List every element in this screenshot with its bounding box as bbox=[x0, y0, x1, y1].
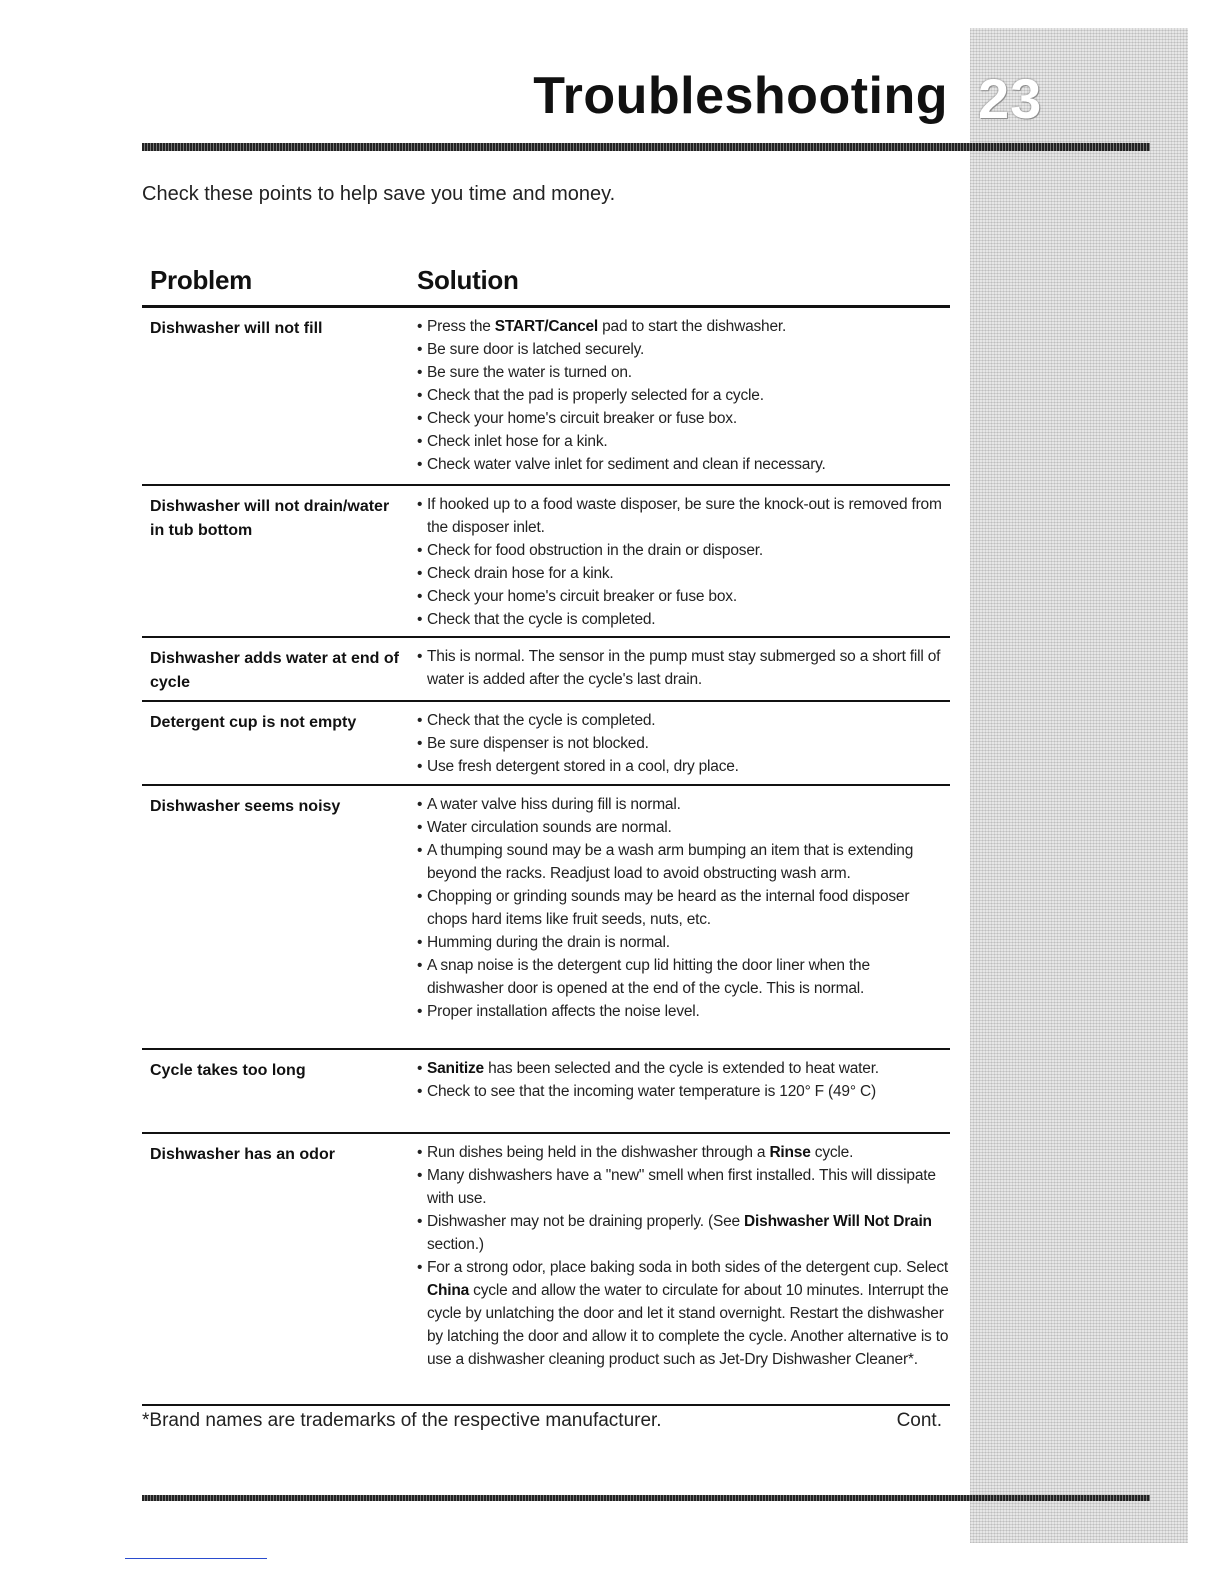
solution-item: • Proper installation affects the noise level. bbox=[417, 1000, 950, 1023]
problem-cell: Dishwasher has an odor bbox=[150, 1146, 335, 1163]
bottom-divider bbox=[142, 1495, 1150, 1501]
problem-cell: Cycle takes too long bbox=[150, 1062, 306, 1079]
solution-item: • A snap noise is the detergent cup lid hitting the door liner when the dishwasher door is opened at the end of the cycle. This is normal. bbox=[417, 954, 950, 1000]
underline-mark bbox=[125, 1558, 267, 1559]
solution-list bbox=[142, 786, 950, 1023]
side-tab-strip bbox=[970, 28, 1188, 1543]
problem-cell: Dishwasher seems noisy bbox=[150, 798, 341, 815]
table-row bbox=[142, 1134, 950, 1406]
column-header-solution: Solution bbox=[417, 265, 519, 295]
top-divider bbox=[142, 143, 1150, 151]
problem-cell: Dishwasher adds water at end of cycle bbox=[150, 650, 399, 691]
solution-item: • Run dishes being held in the dishwasher through a Rinse cycle. bbox=[417, 1141, 950, 1164]
page-number: 23 bbox=[978, 67, 1043, 130]
solution-item: • Check that the cycle is completed. bbox=[417, 608, 950, 631]
solution-item: • Check for food obstruction in the drain or disposer. bbox=[417, 539, 950, 562]
solution-item: • A thumping sound may be a wash arm bumping an item that is extending beyond the racks. Readjust load to avoid obstructing wash arm. bbox=[417, 839, 950, 885]
problem-cell: Detergent cup is not empty bbox=[150, 714, 357, 731]
solution-item: • If hooked up to a food waste disposer, be sure the knock-out is removed from the disposer inlet. bbox=[417, 493, 950, 539]
solution-item: • Chopping or grinding sounds may be heard as the internal food disposer chops hard items like fruit seeds, nuts, etc. bbox=[417, 885, 950, 931]
solution-item: • Press the START/Cancel pad to start the dishwasher. bbox=[417, 315, 950, 338]
continued-label: Cont. bbox=[896, 1410, 942, 1431]
solution-item: • Check your home's circuit breaker or fuse box. bbox=[417, 585, 950, 608]
solution-item: • Check to see that the incoming water temperature is 120° F (49° C) bbox=[417, 1080, 950, 1103]
table-row bbox=[142, 1050, 950, 1134]
solution-item: • Dishwasher may not be draining properly. (See Dishwasher Will Not Drain section.) bbox=[417, 1210, 950, 1256]
solution-item: • Check drain hose for a kink. bbox=[417, 562, 950, 585]
solution-list bbox=[142, 1134, 950, 1371]
solution-item: • For a strong odor, place baking soda in both sides of the detergent cup. Select China cycle and allow the water to circulate for about 10 minutes. Interrupt the cycle by unlatching the door and let it stand overnight. Restart the dishwasher by latching the door and allow it to complete the cycle. Another alternative is to use a dishwasher cleaning product such as Jet-Dry Dishwasher Cleaner*. bbox=[417, 1256, 950, 1371]
solution-item: • Check water valve inlet for sediment and clean if necessary. bbox=[417, 453, 950, 476]
solution-item: • Sanitize has been selected and the cycle is extended to heat water. bbox=[417, 1057, 950, 1080]
solution-item: • Be sure door is latched securely. bbox=[417, 338, 950, 361]
table-header bbox=[150, 265, 950, 305]
solution-item: • Check that the cycle is completed. bbox=[417, 709, 950, 732]
solution-item: • This is normal. The sensor in the pump must stay submerged so a short fill of water is added after the cycle's last drain. bbox=[417, 645, 950, 691]
solution-item: • Check that the pad is properly selected for a cycle. bbox=[417, 384, 950, 407]
troubleshooting-table bbox=[142, 308, 950, 1406]
solution-item: • Check your home's circuit breaker or fuse box. bbox=[417, 407, 950, 430]
table-row bbox=[142, 786, 950, 1050]
intro-text: Check these points to help save you time and money. bbox=[142, 183, 616, 205]
table-row bbox=[142, 486, 950, 638]
column-header-problem: Problem bbox=[150, 265, 252, 295]
page-title: Troubleshooting bbox=[533, 67, 948, 125]
table-row bbox=[142, 308, 950, 486]
solution-item: • Water circulation sounds are normal. bbox=[417, 816, 950, 839]
table-row bbox=[142, 638, 950, 702]
solution-item: • Humming during the drain is normal. bbox=[417, 931, 950, 954]
solution-item: • Check inlet hose for a kink. bbox=[417, 430, 950, 453]
solution-item: • A water valve hiss during fill is normal. bbox=[417, 793, 950, 816]
problem-cell: Dishwasher will not fill bbox=[150, 320, 323, 337]
solution-item: • Be sure dispenser is not blocked. bbox=[417, 732, 950, 755]
solution-item: • Many dishwashers have a "new" smell when first installed. This will dissipate with use. bbox=[417, 1164, 950, 1210]
table-row bbox=[142, 702, 950, 786]
footnote: *Brand names are trademarks of the respective manufacturer. bbox=[142, 1410, 662, 1431]
solution-item: • Use fresh detergent stored in a cool, dry place. bbox=[417, 755, 950, 778]
problem-cell: Dishwasher will not drain/water in tub bottom bbox=[150, 498, 390, 539]
solution-item: • Be sure the water is turned on. bbox=[417, 361, 950, 384]
